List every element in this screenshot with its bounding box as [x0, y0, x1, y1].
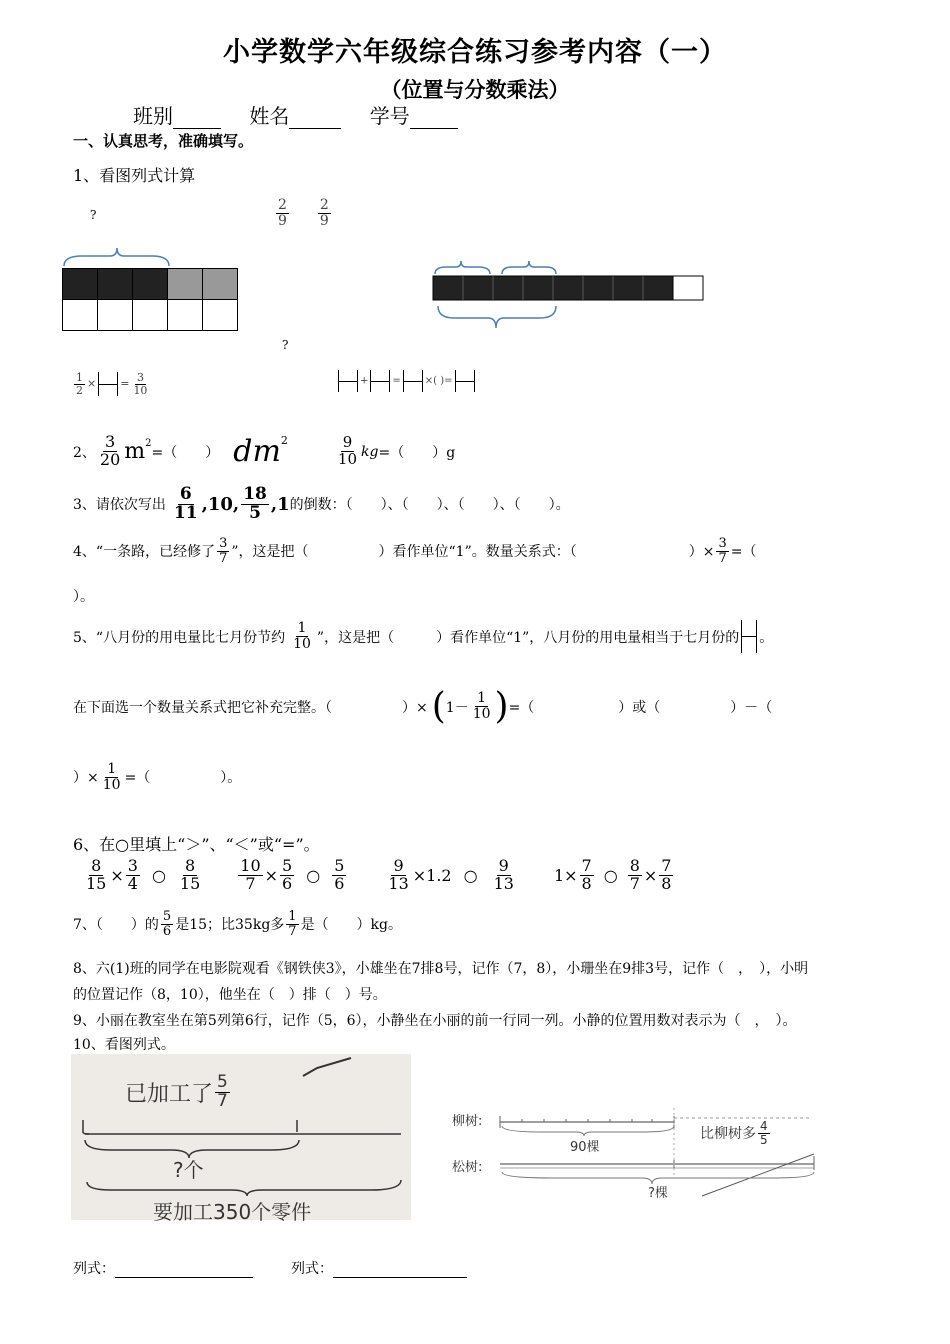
compare-circle[interactable]: ○ [603, 865, 618, 885]
q1-left-formula: $\frac{1}{2}$ × = $\frac{3}{10}$ [76, 371, 148, 397]
name-blank[interactable] [289, 104, 341, 129]
q10-right-row1: 柳树: [452, 1114, 483, 1129]
q6-items: $\frac{8}{15}$ × $\frac{3}{4}$ ○ $\frac{8}{15}$ $\frac{10}{7}$ × $\frac{5}{6}$ ○ $\frac{5}{6}$ $\frac{9}{13}$ ×1.2 ○ $\frac{9}{13}$ 1× $\frac{7}{8}$ ○ $\frac{8}{7}$ × $\frac{7}{8}$ [86, 856, 672, 893]
q10-label: 10、看图列式。 [73, 1037, 175, 1053]
q1-right-bottom-brace [436, 304, 561, 330]
q10-left-mid: ?个 [173, 1158, 204, 1182]
compare-circle[interactable]: ○ [151, 865, 166, 885]
student-info [133, 100, 458, 129]
q1-right-question: ? [282, 338, 289, 352]
q1-left-brace [62, 246, 172, 268]
q10-left-bottom: 要加工350个零件 [153, 1200, 312, 1224]
q10-right-diagram [452, 1106, 832, 1216]
q10-right-count: 90棵 [570, 1140, 600, 1155]
q7: 7、（ ）的 $\frac{5}{6}$ 是15；比35kg多 $\frac{1}{7}$ 是（ ）kg。 [73, 909, 403, 939]
q8-line2: 的位置记作（8，10），他坐在（ ）排（ ）号。 [73, 987, 387, 1003]
answer-line-2: 列式： [291, 1258, 467, 1278]
compare-circle[interactable]: ○ [463, 865, 478, 885]
q1-right-bar [432, 274, 707, 304]
q3: 3、请依次写出 $\frac{6}{11}$ ,10, $\frac{18}{5}$ ,1 的倒数：（ ）、（ ）、（ ）、（ ）。 [73, 484, 570, 523]
answer-line-1: 列式： [73, 1258, 253, 1278]
q6-label: 6、在○里填上“＞”、“＜”或“=”。 [73, 835, 320, 854]
page-subtitle: （位置与分数乘法） [380, 77, 570, 102]
id-label: 学号 [369, 104, 410, 128]
q1-left-grid [62, 268, 238, 331]
q1-right-formula[interactable]: + = ×( )= [336, 370, 477, 392]
q1-label: 1、看图列式计算 [73, 166, 196, 185]
q5: 5、“八月份的用电量比七月份节约 $\frac{1}{10}$ ”，这是把（ ）看作单位“1”，八月份的用电量相当于七月份的 。 [73, 620, 774, 652]
q2: 2、 $\frac{3}{20}$ m $^2$ =（ ） dm $^2$ $\frac{9}{10}$ kg =（ ）g [73, 432, 456, 469]
q10-right-row2: 松树: [452, 1160, 483, 1175]
q5-line2: 在下面选一个数量关系式把它补充完整。（ ）× ( 1－ $\frac{1}{10}$ ) =（ ）或（ ）－（ [73, 686, 773, 727]
q9: 9、小丽在教室坐在第5列第6行，记作（5，6），小静坐在小丽的前一行同一列。小静的位置用数对表示为（ ， ）。 [73, 1013, 797, 1029]
q10-right-question: ?棵 [648, 1186, 668, 1201]
q5-line3: ）× $\frac{1}{10}$ =（ ）。 [73, 761, 242, 793]
answer-blank-1[interactable] [115, 1261, 253, 1278]
q10-left-top: 已加工了 [125, 1081, 214, 1107]
q1-left-question: ? [90, 208, 97, 222]
q4-line2: ）。 [73, 589, 94, 605]
class-blank[interactable] [173, 104, 221, 129]
class-label: 班别 [133, 104, 173, 128]
section-heading: 一、认真思考，准确填写。 [73, 132, 254, 150]
q10-left-diagram: 已加工了 $\frac{5}{7}$ ?个 要加工350个零件 [71, 1054, 411, 1220]
q4: 4、“一条路，已经修了 $\frac{3}{7}$ ”，这是把（ ）看作单位“1”。数量关系式：（ ）× $\frac{3}{7}$ =（ [73, 536, 757, 566]
id-blank[interactable] [410, 104, 458, 129]
name-label: 姓名 [249, 104, 290, 128]
answer-blank-2[interactable] [333, 1261, 467, 1278]
compare-circle[interactable]: ○ [306, 865, 321, 885]
q1-right-fractions: $\frac{2}{9}$ $\frac{2}{9}$ [278, 197, 329, 229]
q8-line1: 8、六(1)班的同学在电影院观看《钢铁侠3》，小雄坐在7排8号，记作（7，8），小珊坐在9排3号，记作（ ， ），小明 [73, 961, 809, 977]
page-title: 小学数学六年级综合练习参考内容（一） [223, 37, 727, 68]
q10-right-more: 比柳树多 $\frac{4}{5}$ [700, 1119, 768, 1147]
